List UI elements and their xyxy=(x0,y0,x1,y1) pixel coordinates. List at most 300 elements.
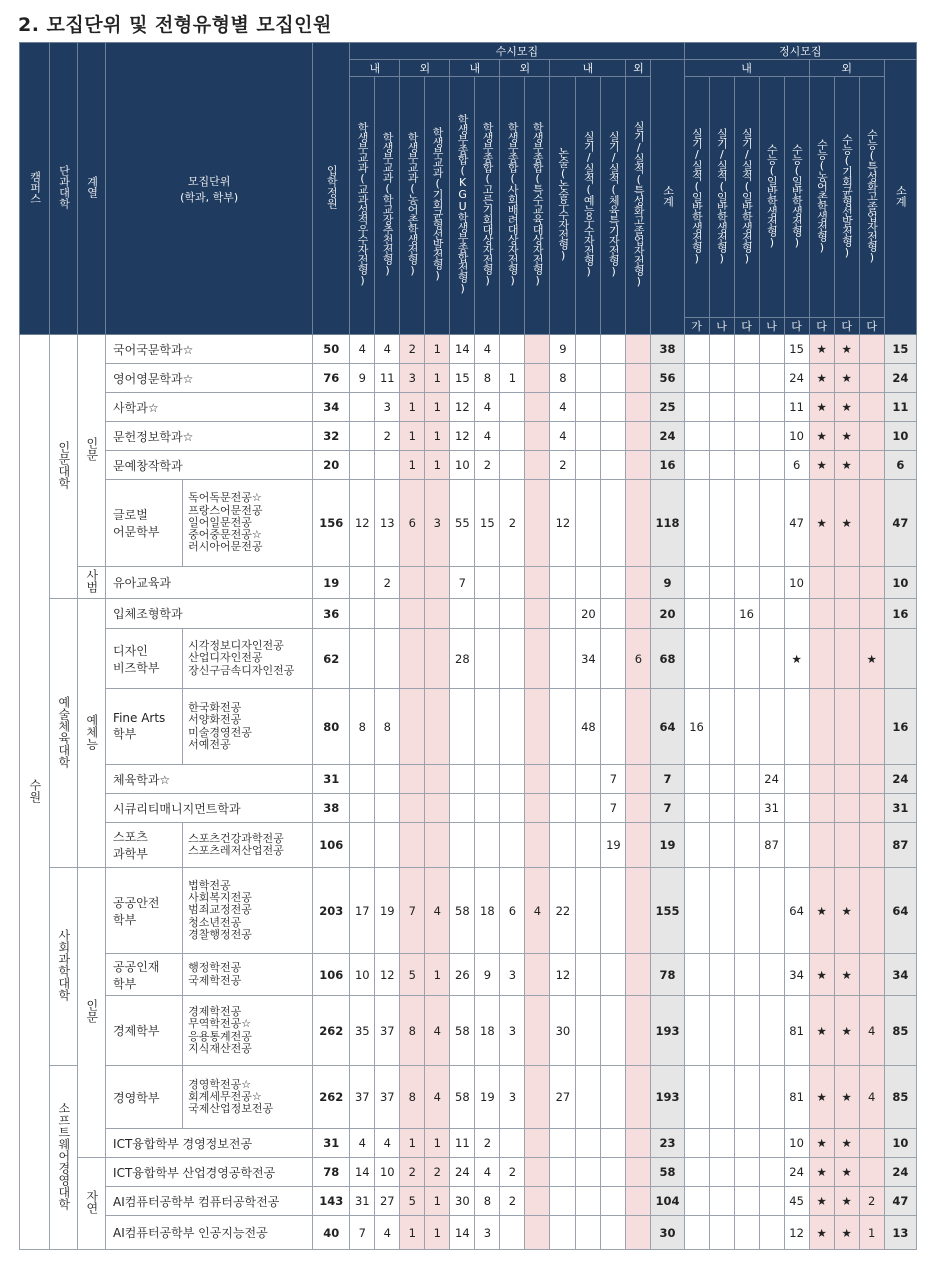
susi-value xyxy=(626,954,651,996)
susi-value: 5 xyxy=(400,1187,425,1216)
jeongsi-value xyxy=(859,689,884,765)
susi-value xyxy=(475,689,500,765)
susi-value xyxy=(576,954,601,996)
track-inmun2 xyxy=(78,868,106,1158)
susi-value xyxy=(576,868,601,954)
susi-value xyxy=(400,689,425,765)
jeongsi-value xyxy=(709,765,734,794)
quota-value: 62 xyxy=(313,629,350,689)
susi-value: 19 xyxy=(475,1066,500,1129)
jeongsi-subtotal: 87 xyxy=(884,823,916,868)
susi-subtotal: 193 xyxy=(651,1066,684,1129)
susi-value: 48 xyxy=(576,689,601,765)
jeongsi-value xyxy=(759,480,784,567)
susi-value xyxy=(450,689,475,765)
jeongsi-value: ★ xyxy=(834,1187,859,1216)
jeongsi-value xyxy=(834,765,859,794)
jeongsi-value: ★ xyxy=(834,996,859,1066)
susi-value xyxy=(400,794,425,823)
jeongsi-value xyxy=(759,422,784,451)
jeongsi-value: 10 xyxy=(784,567,809,599)
jeongsi-value xyxy=(734,480,759,567)
susi-value: 9 xyxy=(475,954,500,996)
jeongsi-value xyxy=(759,868,784,954)
susi-value xyxy=(626,1066,651,1129)
susi-value: 1 xyxy=(425,393,450,422)
susi-value xyxy=(425,599,450,629)
susi-value: 14 xyxy=(350,1158,375,1187)
susi-value xyxy=(550,823,576,868)
susi-value: 3 xyxy=(500,996,525,1066)
susi-value: 1 xyxy=(425,1129,450,1158)
header-group-7: 다 xyxy=(859,318,884,335)
susi-value: 12 xyxy=(450,393,475,422)
header-susi-in-2: 내 xyxy=(450,60,500,77)
susi-value xyxy=(350,823,375,868)
header-susi-col-7 xyxy=(525,77,550,335)
header-jeongsi-col-1 xyxy=(709,77,734,318)
susi-value xyxy=(450,823,475,868)
jeongsi-value xyxy=(859,422,884,451)
unit-majors: 경영학전공☆ 회계세무전공☆ 국제산업정보전공 xyxy=(183,1066,313,1129)
jeongsi-value xyxy=(734,954,759,996)
susi-value xyxy=(350,629,375,689)
susi-value xyxy=(626,1129,651,1158)
header-susi-col-0-text: 학생부교과(교과성적우수자전형) xyxy=(356,122,370,286)
header-susi-col-9 xyxy=(576,77,601,335)
susi-value xyxy=(601,393,626,422)
jeongsi-value xyxy=(759,599,784,629)
susi-value xyxy=(500,689,525,765)
susi-value xyxy=(601,1216,626,1250)
quota-value: 156 xyxy=(313,480,350,567)
jeongsi-value xyxy=(734,422,759,451)
quota-value: 106 xyxy=(313,954,350,996)
susi-value xyxy=(350,422,375,451)
susi-value: 1 xyxy=(400,451,425,480)
susi-value xyxy=(576,1187,601,1216)
header-susi-col-9-text: 실기/실적(예능우수자전형) xyxy=(582,131,596,277)
susi-value xyxy=(626,451,651,480)
header-quota xyxy=(313,43,350,335)
susi-value: 7 xyxy=(450,567,475,599)
jeongsi-value xyxy=(759,1066,784,1129)
susi-subtotal: 155 xyxy=(651,868,684,954)
susi-value: 2 xyxy=(500,1158,525,1187)
susi-value: 1 xyxy=(400,393,425,422)
jeongsi-value xyxy=(709,794,734,823)
susi-value xyxy=(525,1158,550,1187)
susi-value: 4 xyxy=(375,335,400,364)
susi-value xyxy=(525,689,550,765)
susi-value: 4 xyxy=(475,393,500,422)
susi-value xyxy=(550,765,576,794)
susi-value xyxy=(350,599,375,629)
jeongsi-value xyxy=(809,599,834,629)
jeongsi-subtotal: 24 xyxy=(884,364,916,393)
susi-value: 31 xyxy=(350,1187,375,1216)
susi-value xyxy=(525,1187,550,1216)
header-jeongsi-col-1-text: 실기/실적(일반학생전형) xyxy=(715,127,729,264)
jeongsi-value: 10 xyxy=(784,422,809,451)
header-susi-col-4 xyxy=(450,77,475,335)
jeongsi-value xyxy=(759,335,784,364)
susi-value xyxy=(601,1129,626,1158)
susi-value xyxy=(626,996,651,1066)
susi-subtotal: 7 xyxy=(651,765,684,794)
susi-subtotal: 64 xyxy=(651,689,684,765)
susi-value: 10 xyxy=(375,1158,400,1187)
jeongsi-value: 15 xyxy=(784,335,809,364)
susi-value xyxy=(425,765,450,794)
susi-value: 26 xyxy=(450,954,475,996)
jeongsi-subtotal: 24 xyxy=(884,1158,916,1187)
jeongsi-subtotal: 85 xyxy=(884,1066,916,1129)
susi-value: 2 xyxy=(375,567,400,599)
jeongsi-value: ★ xyxy=(834,1129,859,1158)
susi-value xyxy=(626,689,651,765)
unit-name: 스포츠 과학부 xyxy=(106,823,183,868)
susi-value: 30 xyxy=(450,1187,475,1216)
susi-value xyxy=(525,480,550,567)
jeongsi-value xyxy=(734,629,759,689)
jeongsi-value xyxy=(759,629,784,689)
jeongsi-value xyxy=(859,393,884,422)
table-body xyxy=(20,335,917,1250)
quota-value: 262 xyxy=(313,996,350,1066)
jeongsi-value: 16 xyxy=(684,689,709,765)
susi-value xyxy=(500,335,525,364)
susi-value xyxy=(601,451,626,480)
jeongsi-value xyxy=(834,567,859,599)
susi-value: 2 xyxy=(425,1158,450,1187)
jeongsi-value: 11 xyxy=(784,393,809,422)
header-susi-col-6-text: 학생부종합(사회배려대상자전형) xyxy=(506,122,520,286)
campus-cell-text: 수원 xyxy=(27,778,42,803)
jeongsi-value xyxy=(759,451,784,480)
header-susi-col-1 xyxy=(375,77,400,335)
susi-value: 3 xyxy=(500,954,525,996)
jeongsi-value: ★ xyxy=(809,451,834,480)
header-susi-col-10 xyxy=(601,77,626,335)
susi-value xyxy=(475,629,500,689)
jeongsi-value xyxy=(784,794,809,823)
track-jayeon xyxy=(78,1158,106,1250)
header-susi-subtotal xyxy=(651,60,684,335)
unit-name: 문헌정보학과☆ xyxy=(106,422,313,451)
susi-value xyxy=(576,335,601,364)
susi-value: 19 xyxy=(375,868,400,954)
jeongsi-value xyxy=(859,451,884,480)
susi-value: 14 xyxy=(450,1216,475,1250)
susi-value: 20 xyxy=(576,599,601,629)
page-title: 2. 모집단위 및 전형유형별 모집인원 xyxy=(18,14,332,36)
susi-value: 12 xyxy=(450,422,475,451)
table-row xyxy=(20,422,917,451)
susi-value: 4 xyxy=(425,1066,450,1129)
unit-name: 경제학부 xyxy=(106,996,183,1066)
jeongsi-value xyxy=(734,1129,759,1158)
header-jeongsi-col-0-text: 실기/실적(일반학생전형) xyxy=(690,127,704,264)
jeongsi-value xyxy=(709,451,734,480)
susi-value xyxy=(601,335,626,364)
jeongsi-value xyxy=(684,1066,709,1129)
jeongsi-value xyxy=(734,1187,759,1216)
jeongsi-value: ★ xyxy=(809,1158,834,1187)
susi-value: 34 xyxy=(576,629,601,689)
susi-subtotal: 23 xyxy=(651,1129,684,1158)
track-inmun xyxy=(78,335,106,567)
susi-value: 4 xyxy=(475,1158,500,1187)
table-row xyxy=(20,480,917,567)
jeongsi-value: ★ xyxy=(834,1066,859,1129)
jeongsi-value xyxy=(709,567,734,599)
jeongsi-value xyxy=(709,480,734,567)
header-group-6: 다 xyxy=(834,318,859,335)
susi-value xyxy=(450,765,475,794)
quota-value: 32 xyxy=(313,422,350,451)
susi-value xyxy=(626,765,651,794)
jeongsi-value: ★ xyxy=(809,954,834,996)
table-row xyxy=(20,629,917,689)
table-row xyxy=(20,1129,917,1158)
jeongsi-value: 81 xyxy=(784,1066,809,1129)
susi-value xyxy=(601,1158,626,1187)
susi-value: 7 xyxy=(601,794,626,823)
jeongsi-value xyxy=(784,599,809,629)
table-row xyxy=(20,765,917,794)
jeongsi-value xyxy=(684,1216,709,1250)
jeongsi-value: ★ xyxy=(809,480,834,567)
susi-value: 6 xyxy=(626,629,651,689)
susi-value xyxy=(525,599,550,629)
header-jeongsi-col-4 xyxy=(784,77,809,318)
susi-value xyxy=(576,1216,601,1250)
jeongsi-value: 64 xyxy=(784,868,809,954)
susi-value: 8 xyxy=(400,996,425,1066)
susi-value xyxy=(525,954,550,996)
susi-value: 7 xyxy=(400,868,425,954)
susi-value xyxy=(525,1129,550,1158)
susi-value xyxy=(601,868,626,954)
susi-value: 12 xyxy=(350,480,375,567)
susi-value xyxy=(525,1066,550,1129)
susi-value xyxy=(576,1066,601,1129)
susi-value xyxy=(500,599,525,629)
jeongsi-value: ★ xyxy=(809,393,834,422)
susi-value: 18 xyxy=(475,868,500,954)
header-jeongsi-col-3-text: 수능(일반학생전형) xyxy=(765,143,779,248)
track-inmun-text: 인문 xyxy=(84,437,99,461)
jeongsi-value xyxy=(859,335,884,364)
table-row xyxy=(20,567,917,599)
header-jeongsi-col-5-text: 수능(농어촌학생전형) xyxy=(815,138,829,253)
campus-cell xyxy=(20,335,50,1250)
susi-value xyxy=(626,823,651,868)
header-susi-col-10-text: 실기/실적(체육특기자전형) xyxy=(607,131,621,277)
jeongsi-value xyxy=(709,599,734,629)
jeongsi-value xyxy=(734,794,759,823)
unit-name: 국어국문학과☆ xyxy=(106,335,313,364)
header-susi: 수시모집 xyxy=(350,43,684,60)
jeongsi-value xyxy=(734,1158,759,1187)
jeongsi-subtotal: 16 xyxy=(884,689,916,765)
susi-value: 8 xyxy=(400,1066,425,1129)
table-row xyxy=(20,689,917,765)
jeongsi-value xyxy=(759,393,784,422)
susi-value: 1 xyxy=(425,1216,450,1250)
susi-value: 8 xyxy=(550,364,576,393)
jeongsi-value xyxy=(834,823,859,868)
jeongsi-value: 24 xyxy=(784,364,809,393)
unit-majors: 경제학전공 무역학전공☆ 응용통계전공 지식재산전공 xyxy=(183,996,313,1066)
jeongsi-value xyxy=(709,1066,734,1129)
susi-value: 58 xyxy=(450,996,475,1066)
quota-value: 106 xyxy=(313,823,350,868)
susi-value: 8 xyxy=(475,364,500,393)
jeongsi-value xyxy=(709,1129,734,1158)
susi-value xyxy=(601,1187,626,1216)
susi-value xyxy=(350,765,375,794)
susi-value xyxy=(500,567,525,599)
susi-value: 1 xyxy=(425,335,450,364)
susi-value xyxy=(375,451,400,480)
jeongsi-value: ★ xyxy=(834,1158,859,1187)
jeongsi-value xyxy=(709,996,734,1066)
susi-value xyxy=(525,335,550,364)
header-susi-col-5 xyxy=(475,77,500,335)
susi-value: 1 xyxy=(500,364,525,393)
susi-value: 4 xyxy=(550,422,576,451)
susi-value: 6 xyxy=(400,480,425,567)
table-row xyxy=(20,996,917,1066)
header-jeongsi-in: 내 xyxy=(684,60,809,77)
jeongsi-value: ★ xyxy=(809,335,834,364)
susi-value xyxy=(525,996,550,1066)
susi-value: 1 xyxy=(400,1216,425,1250)
unit-name: Fine Arts 학부 xyxy=(106,689,183,765)
susi-value xyxy=(475,599,500,629)
jeongsi-value: 81 xyxy=(784,996,809,1066)
unit-name: 입체조형학과 xyxy=(106,599,313,629)
header-jeongsi-subtotal-text: 소계 xyxy=(894,184,908,207)
susi-value: 2 xyxy=(475,451,500,480)
susi-value xyxy=(375,823,400,868)
jeongsi-value: 4 xyxy=(859,1066,884,1129)
unit-name: 사학과☆ xyxy=(106,393,313,422)
susi-value xyxy=(350,794,375,823)
header-jeongsi-out: 외 xyxy=(809,60,884,77)
jeongsi-value xyxy=(684,567,709,599)
jeongsi-value xyxy=(684,364,709,393)
header-susi-subtotal-text: 소계 xyxy=(661,184,675,207)
susi-subtotal: 30 xyxy=(651,1216,684,1250)
jeongsi-value: ★ xyxy=(834,451,859,480)
susi-value: 2 xyxy=(400,335,425,364)
susi-value: 12 xyxy=(550,480,576,567)
jeongsi-value xyxy=(859,567,884,599)
header-campus xyxy=(20,43,50,335)
header-quota-text: 입학정원 xyxy=(325,165,339,209)
jeongsi-value xyxy=(684,823,709,868)
susi-value xyxy=(475,794,500,823)
unit-majors: 독어독문전공☆ 프랑스어문전공 일어일문전공 중어중문전공☆ 러시아어문전공 xyxy=(183,480,313,567)
susi-value xyxy=(550,1158,576,1187)
susi-value xyxy=(375,794,400,823)
susi-value xyxy=(550,1129,576,1158)
jeongsi-value xyxy=(759,1187,784,1216)
susi-value xyxy=(400,567,425,599)
college-arts xyxy=(50,599,78,868)
susi-value xyxy=(550,567,576,599)
susi-value xyxy=(425,689,450,765)
jeongsi-value xyxy=(759,567,784,599)
header-susi-col-2-text: 학생부교과(농어촌학생전형) xyxy=(406,132,420,276)
susi-value: 9 xyxy=(550,335,576,364)
quota-value: 76 xyxy=(313,364,350,393)
susi-value: 2 xyxy=(550,451,576,480)
header-jeongsi-col-6 xyxy=(834,77,859,318)
susi-value: 3 xyxy=(375,393,400,422)
susi-value: 11 xyxy=(375,364,400,393)
jeongsi-value: 16 xyxy=(734,599,759,629)
susi-value xyxy=(550,629,576,689)
susi-value xyxy=(601,599,626,629)
quota-value: 20 xyxy=(313,451,350,480)
jeongsi-value xyxy=(809,689,834,765)
jeongsi-value: ★ xyxy=(809,364,834,393)
jeongsi-value: ★ xyxy=(834,480,859,567)
jeongsi-value xyxy=(709,364,734,393)
college-software-text: 소프트웨어경영대학 xyxy=(56,1102,71,1210)
susi-value: 37 xyxy=(375,996,400,1066)
susi-value xyxy=(626,567,651,599)
susi-value: 24 xyxy=(450,1158,475,1187)
jeongsi-value xyxy=(734,335,759,364)
susi-value xyxy=(400,765,425,794)
susi-value: 4 xyxy=(350,1129,375,1158)
susi-value: 1 xyxy=(425,364,450,393)
jeongsi-value: ★ xyxy=(834,335,859,364)
quota-value: 262 xyxy=(313,1066,350,1129)
header-group-2: 다 xyxy=(734,318,759,335)
table-row xyxy=(20,1187,917,1216)
track-inmun2-text: 인문 xyxy=(84,999,99,1023)
jeongsi-value xyxy=(809,567,834,599)
header-susi-col-6 xyxy=(500,77,525,335)
jeongsi-subtotal: 24 xyxy=(884,765,916,794)
susi-value: 6 xyxy=(500,868,525,954)
track-yecheneung xyxy=(78,599,106,868)
jeongsi-value xyxy=(684,1129,709,1158)
susi-value xyxy=(500,1216,525,1250)
susi-value xyxy=(626,599,651,629)
susi-value xyxy=(400,629,425,689)
jeongsi-value: ★ xyxy=(784,629,809,689)
header-susi-out-3: 외 xyxy=(500,60,550,77)
jeongsi-value xyxy=(734,1216,759,1250)
jeongsi-value xyxy=(809,794,834,823)
susi-value xyxy=(525,794,550,823)
susi-subtotal: 104 xyxy=(651,1187,684,1216)
susi-value xyxy=(626,794,651,823)
table-row xyxy=(20,794,917,823)
susi-value xyxy=(500,422,525,451)
jeongsi-value: ★ xyxy=(809,1216,834,1250)
jeongsi-value xyxy=(859,765,884,794)
header-jeongsi-subtotal xyxy=(884,60,916,335)
susi-value xyxy=(626,1158,651,1187)
